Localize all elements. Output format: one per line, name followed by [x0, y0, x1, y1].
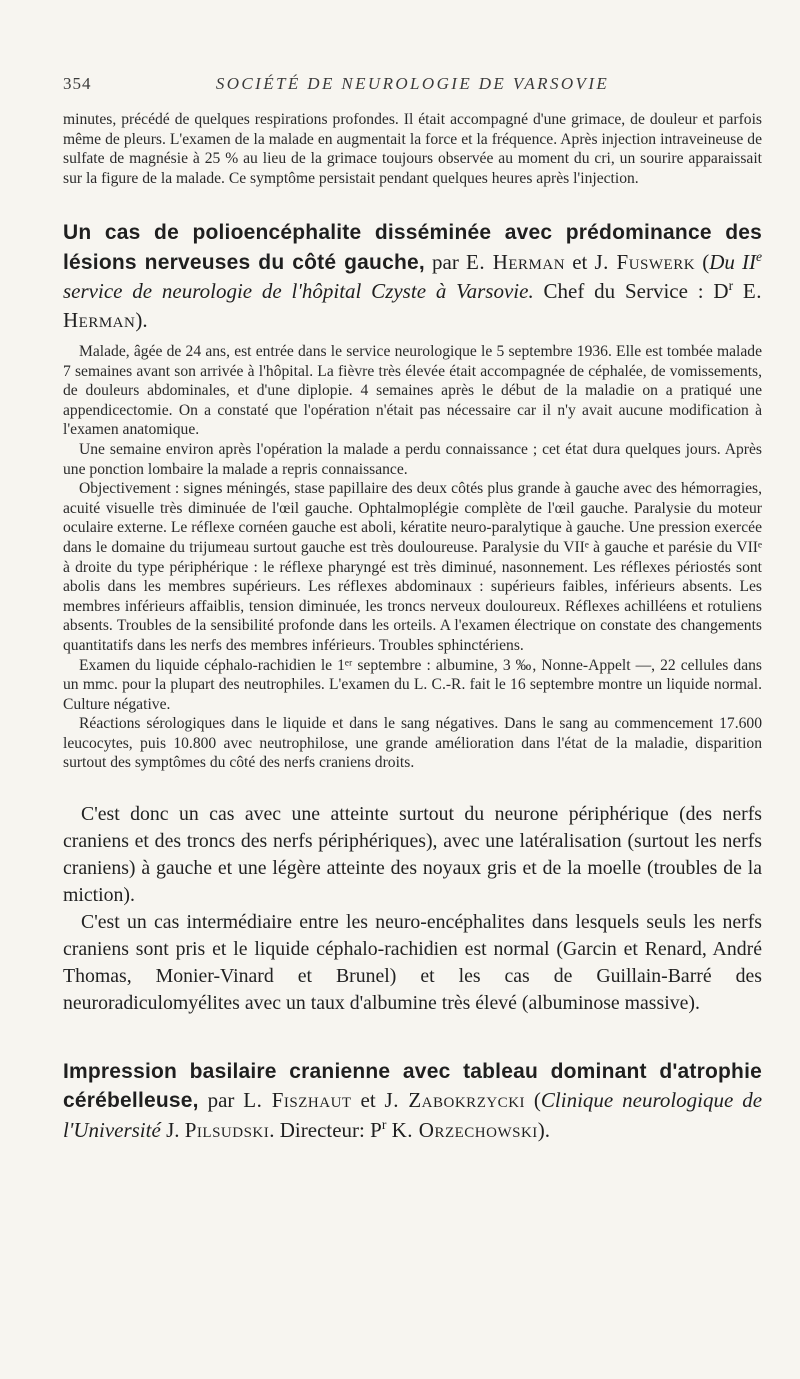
article-2-director-label: . Directeur: P	[269, 1117, 382, 1142]
article-2-affiliation: Clinique neurologique de l'Université	[63, 1088, 763, 1142]
article-1-author-2: J. Fuswerk	[594, 249, 696, 274]
article-1-chief-label: Chef du Service : D	[543, 279, 729, 304]
observation-paragraph-3: Objectivement : signes méningés, stase papillaire des deux côtés plus grande à gauche avec des hémorragies, acuité visuelle très diminuée de l'œil gauche. Ophtalmoplégie complète de l'œil gauche. Paralysie du moteur oculaire externe. Le réflexe cornéen gauche est aboli, kératite neuro-paralytique à gauche. Une pression exercée dans le domaine du trijumeau surtout gauche est très douloureuse. Paralysie du VIIᵉ à gauche et parésie du VIIᵉ à droite du type périphérique : le réflexe pharyngé est très diminué, nasonnement. Les réflexes périostés sont abolis dans les membres supérieurs. Les réflexes abdominaux : supérieurs faibles, inférieurs absents. Les membres inférieurs affaiblis, tension diminuée, les troncs nerveux douloureux. Réflexes achilléens et rotuliens absents. Troubles de la sensibilité profonde dans les orteils. A l'examen électrique on constate des changements quantitatifs dans les nerfs des membres inférieurs. Troubles sphinctériens.	[63, 480, 762, 654]
intro-paragraph: minutes, précédé de quelques respirations profondes. Il était accompagné d'une grimace, de douleur et parfois même de pleurs. L'examen de la malade en augmentait la force et la fréquence. Après injection intraveineuse de sulfate de magnésie à 25 % au lieu de la grimace toujours observée au moment du cri, un sourire apparaissait sur la figure de la malade. Ce symptôme persistait pendant quelques heures après l'injection.	[63, 111, 762, 187]
article-1-by: par	[432, 249, 459, 274]
article-2-affiliation-name: Pilsudski	[184, 1117, 270, 1142]
discussion-paragraph-1: C'est donc un cas avec une atteinte surtout du neurone périphérique (des nerfs craniens et des troncs des nerfs périphériques), avec une latéralisation (surtout les nerfs craniens) à gauche et une légère atteinte des noyaux gris et de la moelle (troubles de la miction).	[63, 803, 762, 907]
article-1-affiliation-open: (	[702, 249, 710, 274]
article-2-close: ).	[537, 1117, 551, 1142]
article-1-chief-name: E. Herman	[63, 279, 762, 332]
article-2-author-2: J. Zabokrzycki	[384, 1088, 526, 1113]
observation-section	[63, 342, 762, 773]
article-1-author-1: E. Herman	[466, 249, 566, 274]
article-2-title: Impression basilaire cranienne avec tableau dominant d'atrophie cérébelleuse,	[63, 1060, 762, 1113]
observation-paragraph-1: Malade, âgée de 24 ans, est entrée dans le service neurologique le 5 septembre 1936. Elle est tombée malade 7 semaines avant son arrivée à l'hôpital. La fièvre très élevée était accompagnée de céphalée, de vomissements, de douleurs abdominales, et d'une diplopie. 4 semaines après le début de la maladie on a pratiqué une appendicectomie. On a constaté que l'opération n'était pas nécessaire car il n'y avait aucune modification à l'examen anatomique.	[63, 343, 762, 439]
intro-text	[63, 110, 762, 188]
article-1-chief-sup: r	[728, 278, 734, 294]
page-number: 354	[63, 74, 92, 93]
article-2-by: par	[207, 1088, 235, 1113]
article-1-affiliation-roman: Du II	[709, 249, 756, 274]
observation-paragraph-4: Examen du liquide céphalo-rachidien le 1ᵉʳ septembre : albumine, 3 ‰, Nonne-Appelt —, 22 cellules dans un mmc. pour la plupart des neutrophiles. L'examen du L. C.-R. fait le 16 septembre montre un liquide normal. Culture négative.	[63, 656, 762, 713]
discussion-paragraph-2: C'est un cas intermédiaire entre les neuro-encéphalites dans lesquels seuls les nerfs craniens sont pris et le liquide céphalo-rachidien est normal (Garcin et Renard, André Thomas, Monier-Vinard et Brunel) et les cas de Guillain-Barré des neuroradiculomyélites avec un taux d'albumine très élevé (albuminose massive).	[63, 911, 762, 1015]
article-2-affiliation-open: (	[533, 1088, 541, 1113]
article-1-and: et	[572, 249, 588, 274]
article-2-director-sup: r	[381, 1116, 387, 1132]
article-1-title: Un cas de polioencéphalite disséminée avec prédominance des lésions nerveuses du côté gauche,	[63, 221, 762, 274]
discussion-section	[63, 801, 762, 1017]
article-1-affiliation-sup: e	[755, 248, 763, 264]
article-title-1	[63, 218, 762, 334]
article-1-close: ).	[135, 307, 148, 332]
article-2-author-1: L. Fiszhaut	[243, 1088, 352, 1113]
article-2-director-name: K. Orzechowski	[391, 1117, 538, 1142]
observation-paragraph-5: Réactions sérologiques dans le liquide et dans le sang négatives. Dans le sang au commencement 17.600 leucocytes, puis 10.800 avec neutrophilose, une grande amélioration dans l'état de la maladie, disparition surtout des symptômes du côté des nerfs craniens droits.	[63, 715, 762, 772]
journal-title: SOCIÉTÉ DE NEUROLOGIE DE VARSOVIE	[215, 74, 610, 93]
article-2-and: et	[360, 1088, 376, 1113]
observation-paragraph-2: Une semaine environ après l'opération la malade a perdu connaissance ; cet état dura quelques jours. Après une ponction lombaire la malade a repris connaissance.	[63, 440, 762, 478]
article-2-affiliation-prefix: J.	[166, 1117, 180, 1142]
running-head	[63, 74, 762, 96]
article-title-2	[63, 1057, 762, 1144]
article-1-affiliation: service de neurologie de l'hôpital Czyste à Varsovie.	[63, 279, 534, 304]
